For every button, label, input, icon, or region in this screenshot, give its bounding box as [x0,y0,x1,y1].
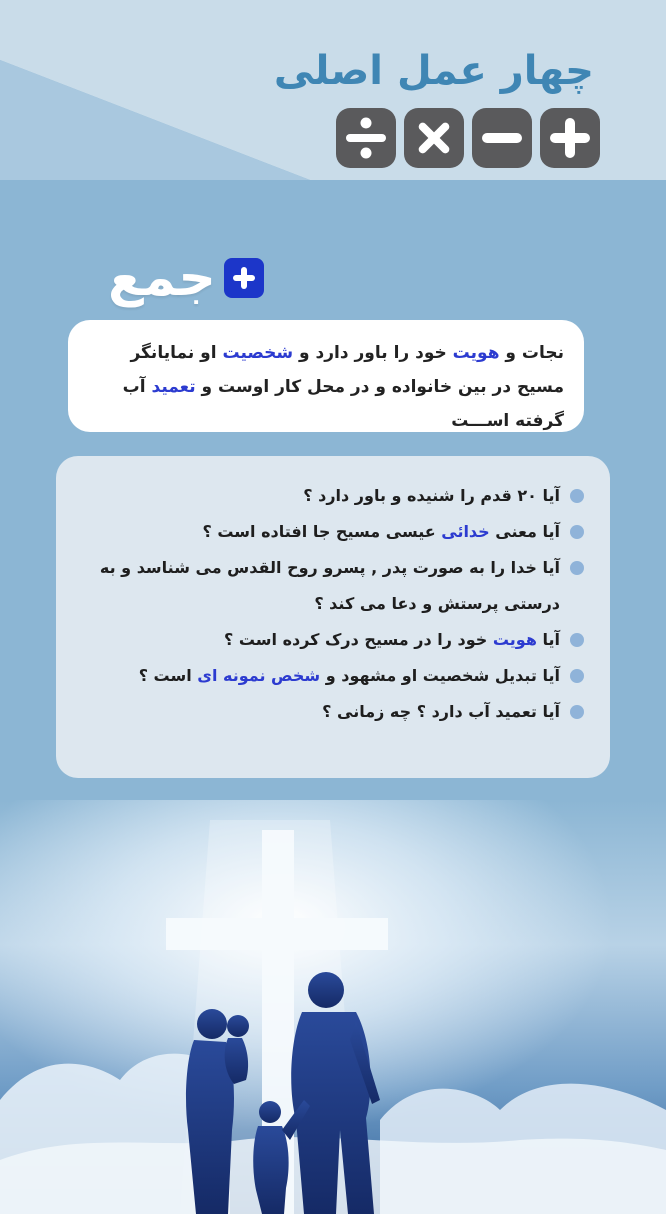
question-text [303,478,560,514]
section-title: جمع [108,248,216,308]
divide-tile [336,108,396,168]
definition-text [123,343,564,431]
definition-segment: نجات و [499,343,564,363]
multiply-icon [404,108,464,168]
operations-row [336,108,600,168]
question-item [72,694,584,730]
minus-tile [472,108,532,168]
highlight-personality: شخصیت [222,343,294,363]
cross-family-illustration [0,800,666,1214]
definition-segment: آب گرفته اســـت [122,377,564,431]
question-segment: عیسی مسیح جا افتاده است ؟ [202,522,442,541]
bullet-dot-icon [570,669,584,683]
question-segment: آیا خدا را به صورت پدر , پسرو روح القدس می شناسد و به درستی پرستش و دعا می کند ؟ [99,558,560,613]
page-title: چهار عمل اصلی [273,48,594,94]
question-highlight: شخص نمونه ای [197,666,321,685]
question-item [72,622,584,658]
bullet-dot-icon [570,525,584,539]
question-segment: است ؟ [138,666,198,685]
definition-segment: او نمایانگر مسیح در بین خانواده و در محل کار اوست و [130,343,564,397]
question-highlight: هویت [492,630,537,649]
question-segment: آیا ۲۰ قدم را شنیده و باور دارد ؟ [303,486,560,505]
highlight-identity: هویت [452,343,500,363]
bullet-dot-icon [570,633,584,647]
divide-icon [336,108,396,168]
plus-badge [224,258,264,298]
question-item [72,658,584,694]
section-heading [108,248,264,308]
minus-icon [472,108,532,168]
highlight-baptism: تعمید [151,377,196,397]
plus-icon [224,258,264,298]
question-text [139,658,560,694]
question-segment: آیا معنی [489,522,560,541]
question-text [224,622,560,658]
questions-card [56,456,610,778]
question-segment: آیا تبدیل شخصیت او مشهود و [320,666,560,685]
question-text [203,514,560,550]
question-segment: آیا [536,630,560,649]
question-segment: خود را در مسیح درک کرده است ؟ [223,630,493,649]
question-text [322,694,560,730]
question-item [72,514,584,550]
plus-tile [540,108,600,168]
question-text [72,550,560,622]
question-highlight: خدائی [441,522,490,541]
plus-icon [540,108,600,168]
question-item [72,478,584,514]
bullet-dot-icon [570,489,584,503]
definition-card [68,320,584,432]
bullet-dot-icon [570,561,584,575]
definition-segment: خود را باور دارد و [293,343,453,363]
question-item [72,550,584,622]
bullet-dot-icon [570,705,584,719]
question-segment: آیا تعمید آب دارد ؟ چه زمانی ؟ [322,702,560,721]
multiply-tile [404,108,464,168]
